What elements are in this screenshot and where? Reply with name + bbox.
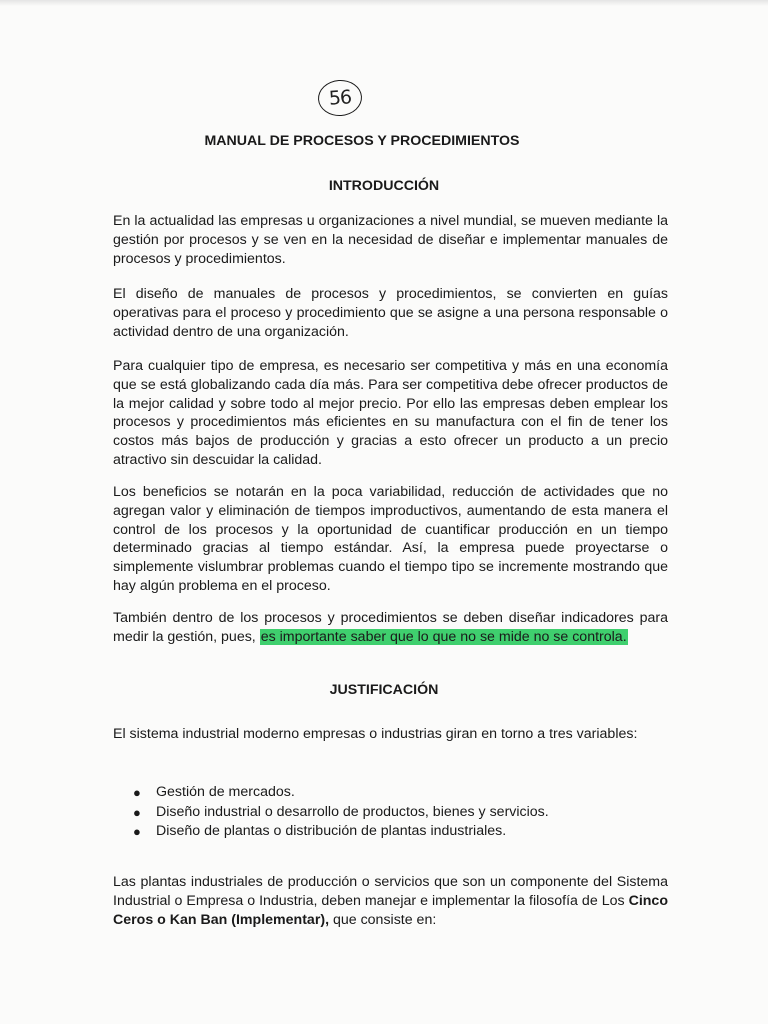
justification-heading: JUSTIFICACIÓN	[329, 682, 439, 698]
bullet-icon: ●	[133, 824, 141, 839]
closing-text-end: que consiste en:	[329, 911, 437, 928]
page-top-edge	[0, 0, 768, 6]
highlighted-sentence: es importante saber que lo que no se mide no se controla.	[260, 628, 627, 645]
closing-text-start: Las plantas industriales de producción o servicios que son un componente del Sistema Industrial o Empresa o Industria, deben manejar e implementar la filosofía de Los	[113, 874, 668, 909]
introduction-heading: INTRODUCCIÓN	[328, 178, 440, 194]
intro-paragraph-4: Los beneficios se notarán en la poca variabilidad, reducción de actividades que no agregan valor y eliminación de tiempos improductivos, aumentando de esta manera el control de los procesos y la oportunidad de cuantificar producción en un tiempo determinado gracias al tiempo estándar. Así, la empresa puede proyectarse o simplemente vislumbrar problemas cuando el tiempo tipo se incremente mostrando que hay algún problema en el proceso.	[113, 484, 668, 594]
document-title: MANUAL DE PROCESOS Y PROCEDIMIENTOS	[204, 133, 520, 149]
justification-intro: El sistema industrial moderno empresas o industrias giran en torno a tres variables:	[113, 726, 638, 742]
intro-paragraph-3: Para cualquier tipo de empresa, es necesario ser competitiva y más en una economía que se está globalizando cada día más. Para ser competitiva debe ofrecer productos de la mejor calidad y sobre todo al mejor precio. Por ello las empresas deben emplear los procesos y procedimientos más eficientes en su manufactura con el fin de tener los costos más bajos de producción y gracias a esto ofrecer un producto a un precio atractivo sin descuidar la calidad.	[113, 358, 668, 468]
justification-closing	[113, 873, 668, 929]
intro-paragraph-5	[113, 609, 668, 647]
intro-paragraph-5-text: También dentro de los procesos y procedimientos se deben diseñar indicadores para medir la gestión, pues,	[113, 610, 668, 645]
intro-paragraph-1: En la actualidad las empresas u organizaciones a nivel mundial, se mueven mediante la gestión por procesos y se ven en la necesidad de diseñar e implementar manuales de procesos y procedimientos.	[113, 213, 668, 267]
list-item: ● Diseño de plantas o distribución de plantas industriales.	[113, 822, 668, 842]
handwritten-page-number: 56	[317, 79, 363, 118]
closing-bold-text: Cinco Ceros o Kan Ban (Implementar),	[113, 892, 668, 928]
variables-list	[113, 783, 668, 842]
list-item: ● Gestión de mercados.	[113, 783, 668, 803]
list-item: ● Diseño industrial o desarrollo de productos, bienes y servicios.	[113, 803, 668, 823]
intro-paragraph-2: El diseño de manuales de procesos y procedimientos, se convierten en guías operativas para el proceso y procedimiento que se asigne a una persona responsable o actividad dentro de una organización.	[113, 286, 668, 340]
bullet-icon: ●	[133, 785, 141, 800]
bullet-icon: ●	[133, 804, 141, 820]
